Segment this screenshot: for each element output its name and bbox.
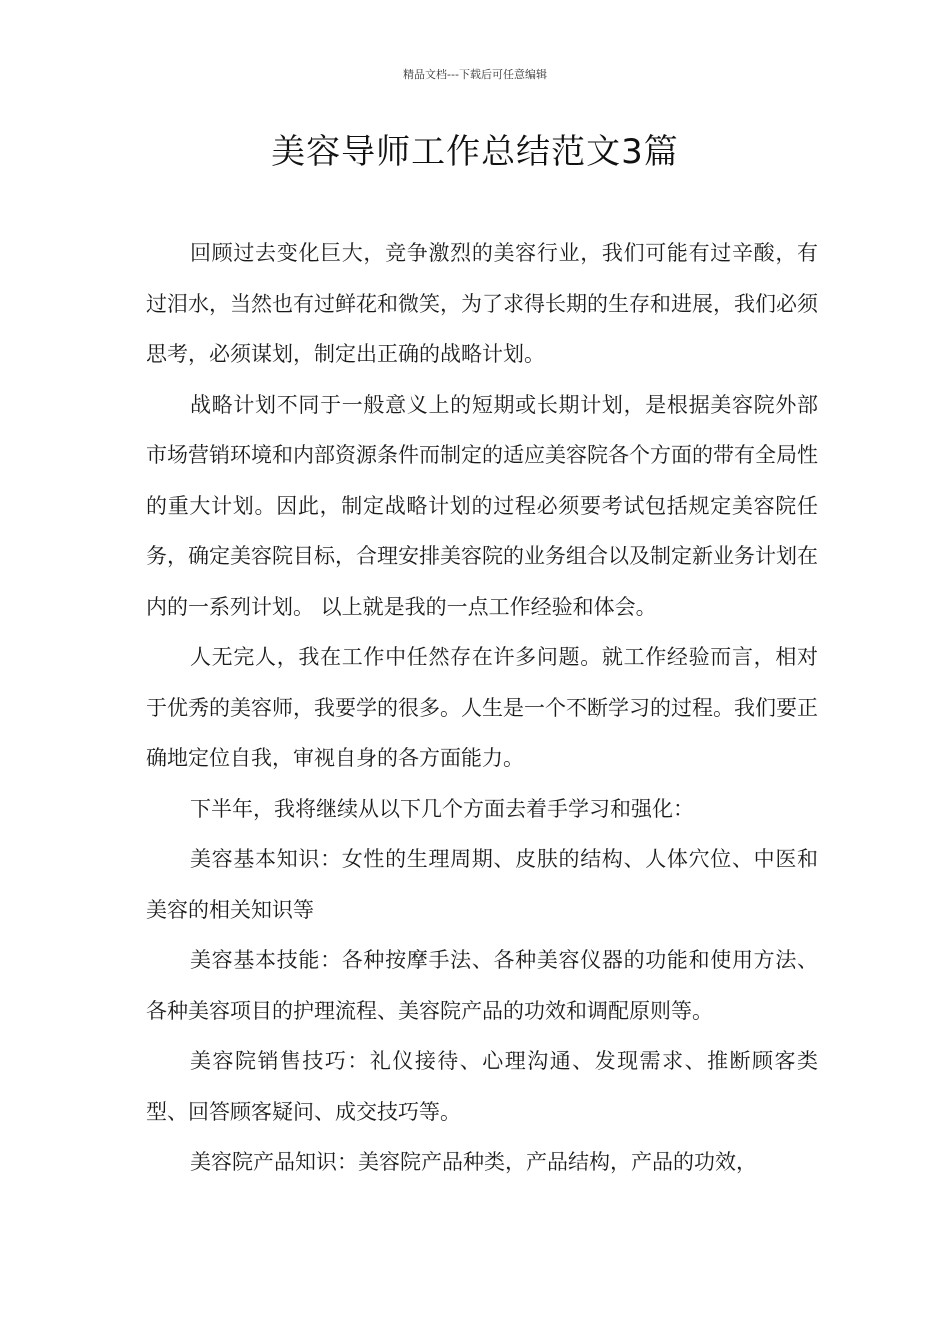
paragraph: 美容院销售技巧：礼仪接待、心理沟通、发现需求、推断顾客类型、回答顾客疑问、成交技巧等。 bbox=[146, 1049, 818, 1124]
paragraph: 回顾过去变化巨大，竞争激烈的美容行业，我们可能有过辛酸，有过泪水，当然也有过鲜花和微笑，为了求得长期的生存和进展，我们必须思考，必须谋划，制定出正确的战略计划。 bbox=[146, 241, 818, 366]
paragraph: 战略计划不同于一般意义上的短期或长期计划，是根据美容院外部市场营销环境和内部资源条件而制定的适应美容院各个方面的带有全局性的重大计划。因此，制定战略计划的过程必须要考试包括规定美容院任务，确定美容院目标，合理安排美容院的业务组合以及制定新业务计划在内的一系列计划。 以上就是我的一点工作经验和体会。 bbox=[146, 392, 818, 619]
paragraph: 美容基本技能：各种按摩手法、各种美容仪器的功能和使用方法、各种美容项目的护理流程、美容院产品的功效和调配原则等。 bbox=[146, 948, 818, 1023]
document-title: 美容导师工作总结范文3篇 bbox=[271, 132, 679, 172]
header-note: 精品文档---下载后可任意编辑 bbox=[403, 68, 547, 81]
paragraph: 人无完人，我在工作中任然存在许多问题。就工作经验而言，相对于优秀的美容师，我要学的很多。人生是一个不断学习的过程。我们要正确地定位自我，审视自身的各方面能力。 bbox=[146, 645, 818, 770]
paragraph: 美容基本知识：女性的生理周期、皮肤的结构、人体穴位、中医和美容的相关知识等 bbox=[146, 847, 818, 922]
paragraph: 下半年，我将继续从以下几个方面去着手学习和强化： bbox=[190, 796, 694, 821]
paragraph: 美容院产品知识：美容院产品种类，产品结构，产品的功效， bbox=[190, 1150, 757, 1174]
document-body bbox=[146, 228, 818, 1188]
